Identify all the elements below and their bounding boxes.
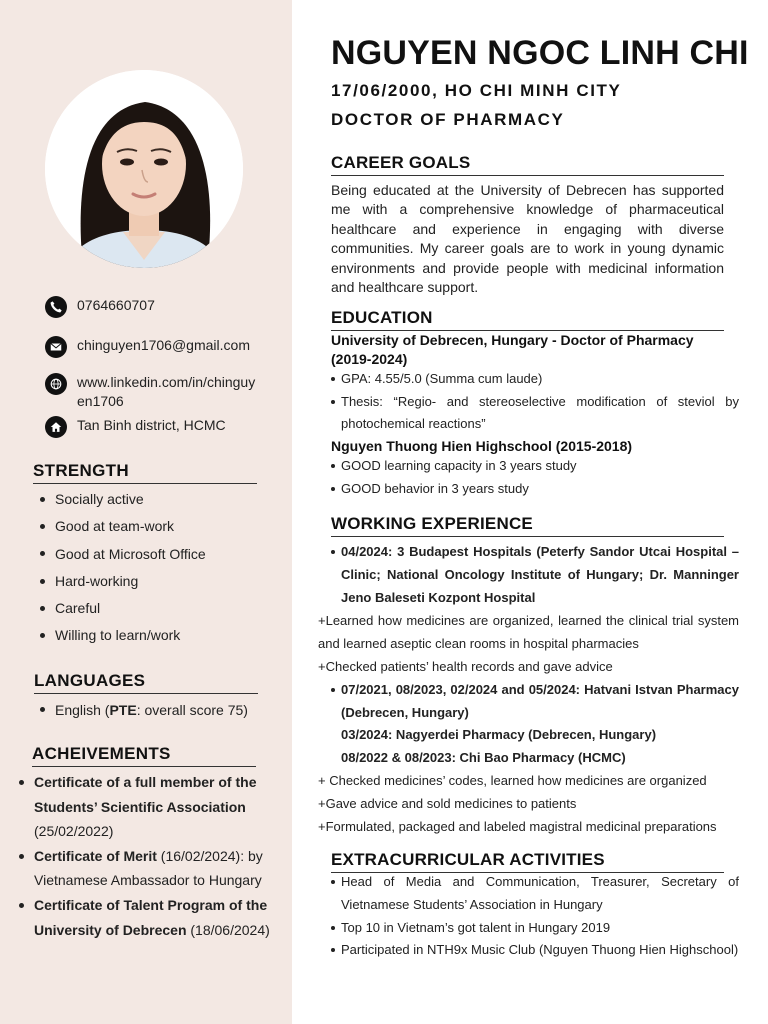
list-item: Careful <box>37 595 277 622</box>
achievement-title: Certificate of a full member of the Students’ Scientific Association <box>34 774 257 815</box>
home-icon <box>45 416 67 438</box>
extracurricular-heading: EXTRACURRICULAR ACTIVITIES <box>331 850 724 873</box>
phone-number: 0764660707 <box>77 297 155 313</box>
list-item <box>16 893 278 942</box>
list-item <box>16 844 278 893</box>
highschool-heading: Nguyen Thuong Hien Highschool (2015-2018) <box>331 438 633 454</box>
email-address[interactable]: chinguyen1706@gmail.com <box>77 337 250 353</box>
candidate-name: NGUYEN NGOC LINH CHI <box>331 34 749 72</box>
job-note: +Formulated, packaged and labeled magistral medicinal preparations <box>318 819 717 834</box>
list-item: Top 10 in Vietnam’s got talent in Hungary 2019 <box>331 917 739 940</box>
achievements-list <box>16 770 278 942</box>
list-item <box>16 770 278 844</box>
extracurricular-list <box>331 871 739 962</box>
list-item: Thesis: “Regio- and stereoselective modification of steviol by photochemical reactions” <box>331 391 739 436</box>
list-item: GOOD learning capacity in 3 years study <box>331 455 739 478</box>
highschool-details <box>331 455 739 501</box>
language-label: English ( <box>55 702 110 718</box>
profile-photo <box>45 70 243 268</box>
contact-linkedin <box>45 373 262 411</box>
languages-list <box>37 699 282 721</box>
list-item: GPA: 4.55/5.0 (Summa cum laude) <box>331 368 739 391</box>
list-item: Willing to learn/work <box>37 622 277 649</box>
test-name: PTE <box>109 702 137 718</box>
list-item: Participated in NTH9x Music Club (Nguyen Thuong Hien Highschool) <box>331 939 739 962</box>
birth-info: 17/06/2000, HO CHI MINH CITY <box>331 81 622 100</box>
achievement-title: Certificate of Talent Program of the University of Debrecen <box>34 896 268 938</box>
education-heading: EDUCATION <box>331 308 724 331</box>
career-goals-heading: CAREER GOALS <box>331 153 724 176</box>
job-entry: 03/2024: Nagyerdei Pharmacy (Debrecen, Hungary) <box>341 727 657 742</box>
language-score: : overall score 75) <box>136 702 248 718</box>
list-item: Hard-working <box>37 568 277 595</box>
list-item: Good at Microsoft Office <box>37 541 277 568</box>
contact-address <box>45 416 262 438</box>
achievement-detail: (18/06/2024) <box>186 921 270 938</box>
strength-heading: STRENGTH <box>33 461 257 484</box>
achievement-detail: (16/02/2024): by Vietnamese Ambassador to Hungary <box>34 847 263 889</box>
achievements-heading: ACHEIVEMENTS <box>32 744 256 767</box>
job-list-1 <box>331 541 739 609</box>
job-entry: 08/2022 & 08/2023: Chi Bao Pharmacy (HCMC) <box>341 750 626 765</box>
strength-list <box>37 486 277 650</box>
contact-phone <box>45 296 262 318</box>
list-item: Good at team-work <box>37 513 277 540</box>
list-item: Head of Media and Communication, Treasurer, Secretary of Vietnamese Students’ Association in Hungary <box>331 871 739 917</box>
globe-icon <box>45 373 67 395</box>
job-note: +Learned how medicines are organized, learned the clinical trial system and learned aseptic clean rooms in hospital pharmacies <box>318 613 739 651</box>
job-entry: 04/2024: 3 Budapest Hospitals (Peterfy Sandor Utcai Hospital – Clinic; National Oncology Institute of Hungary; Dr. Manninger Jeno Baleseti Kozpont Hospital <box>331 541 739 609</box>
working-experience-heading: WORKING EXPERIENCE <box>331 514 724 537</box>
job-note: +Checked patients’ health records and gave advice <box>318 659 613 674</box>
university-heading: University of Debrecen, Hungary - Doctor of Pharmacy (2019-2024) <box>331 332 694 367</box>
job-list-2 <box>331 679 739 725</box>
list-item <box>37 699 282 721</box>
list-item: Socially active <box>37 486 277 513</box>
job-note: +Gave advice and sold medicines to patients <box>318 796 577 811</box>
achievement-title: Certificate of Merit <box>34 847 157 864</box>
job-note: + Checked medicines’ codes, learned how medicines are organized <box>318 773 707 788</box>
list-item: GOOD behavior in 3 years study <box>331 478 739 501</box>
degree: DOCTOR OF PHARMACY <box>331 110 565 129</box>
phone-icon <box>45 296 67 318</box>
languages-heading: LANGUAGES <box>34 671 258 694</box>
address: Tan Binh district, HCMC <box>77 417 226 433</box>
mail-icon <box>45 336 67 358</box>
achievement-detail: (25/02/2022) <box>34 823 114 840</box>
university-details <box>331 368 739 436</box>
contact-email <box>45 336 262 358</box>
career-goals-text: Being educated at the University of Debrecen has supported me with a comprehensive knowledge of pharmaceutical healthcare and experience in engaging with diverse communities. My career goals are to work in young dynamic environments and provide people with medicinal information and healthcare support. <box>331 182 724 296</box>
job-entry: 07/2021, 08/2023, 02/2024 and 05/2024: Hatvani Istvan Pharmacy (Debrecen, Hungary) <box>331 679 739 725</box>
linkedin-url[interactable]: www.linkedin.com/in/chinguyen1706 <box>77 374 256 409</box>
